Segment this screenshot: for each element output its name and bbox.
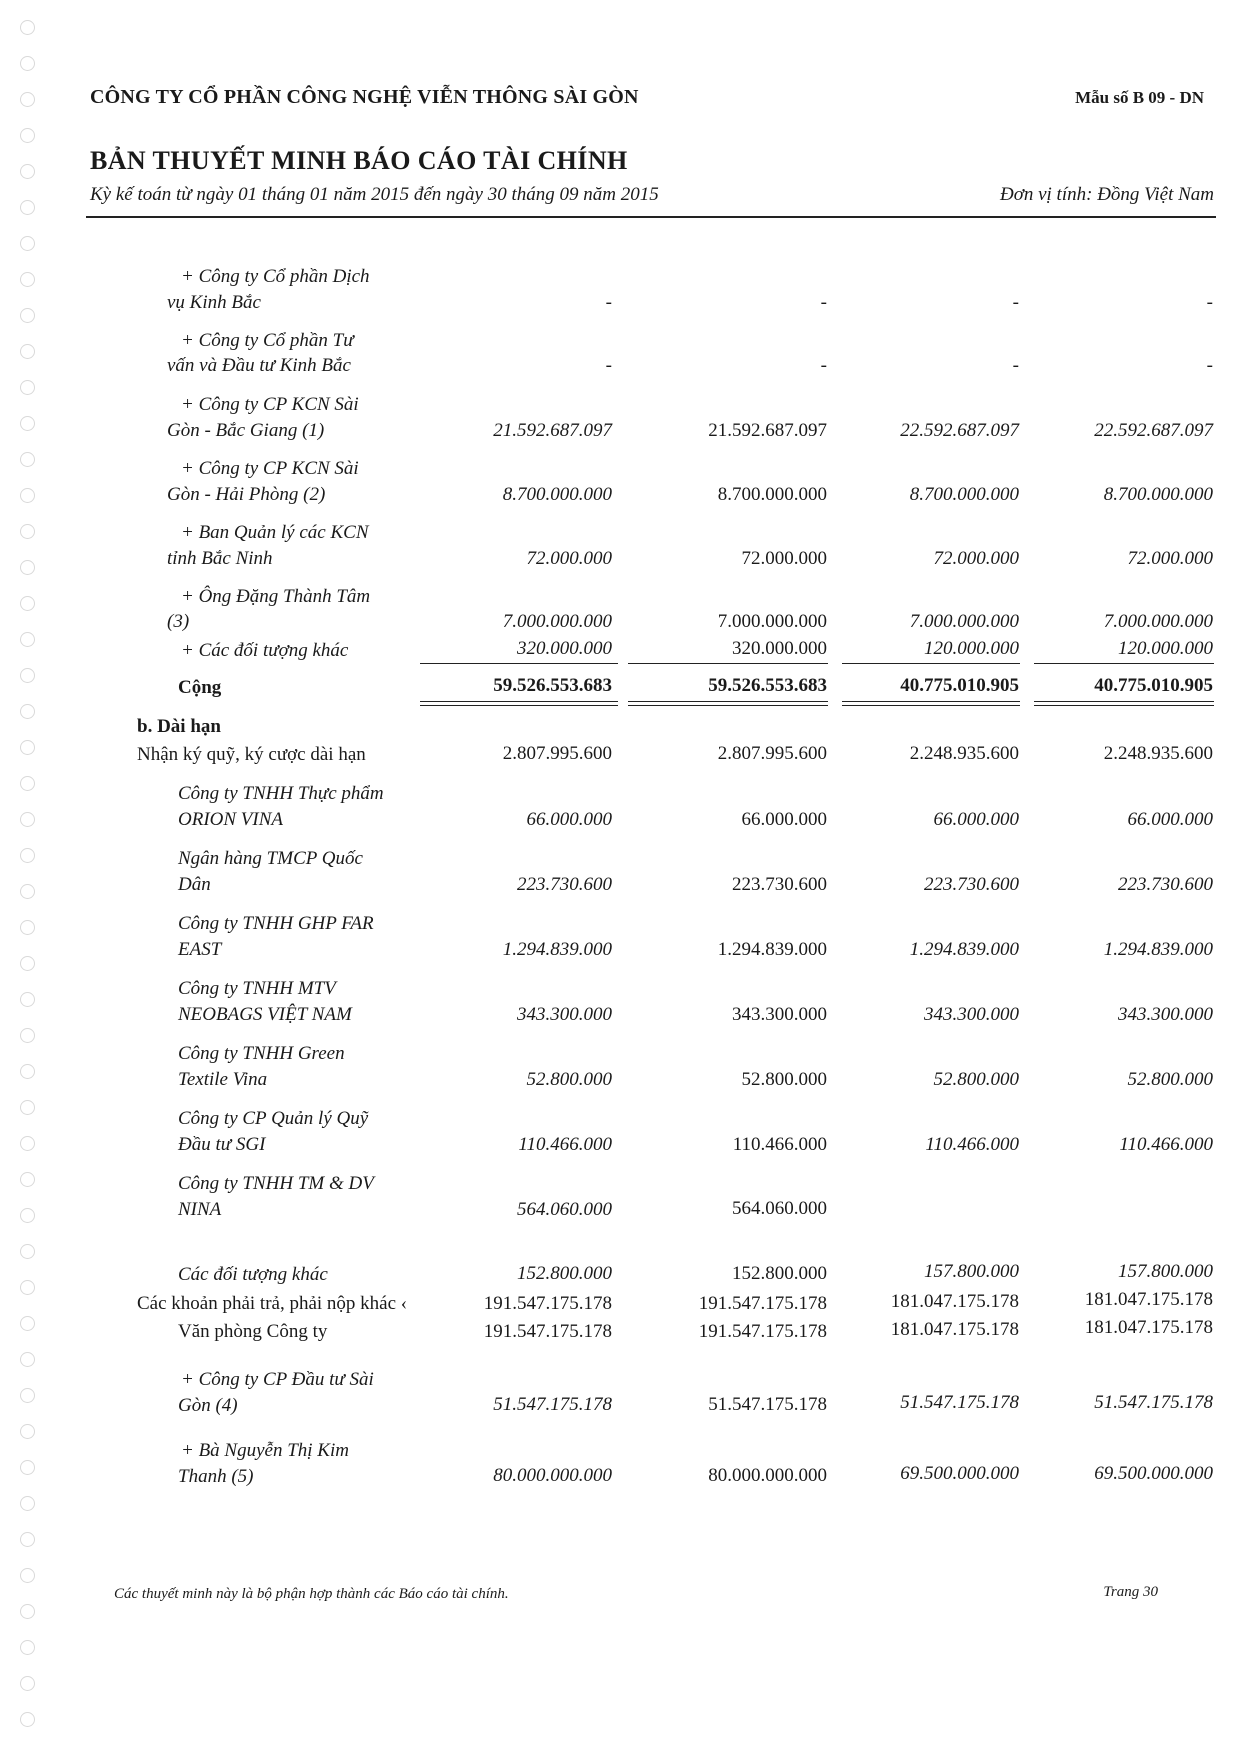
value-cell: 51.547.175.178 [900,1392,1019,1413]
section-heading: b. Dài hạn [137,716,221,737]
value-cell: - [605,355,612,376]
value-cell: 69.500.000.000 [900,1463,1019,1484]
value-cell: 2.248.935.600 [1103,743,1213,764]
value-cell: 66.000.000 [526,809,612,830]
value-cell: 72.000.000 [933,548,1019,569]
value-cell: 7.000.000.000 [1103,611,1213,632]
row-label: Công ty CP Quản lý Quỹ [178,1108,369,1129]
value-cell: 343.300.000 [732,1004,827,1025]
value-cell: 7.000.000.000 [909,611,1019,632]
total-double-rule [1034,701,1214,706]
reporting-period: Kỳ kế toán từ ngày 01 tháng 01 năm 2015 đến ngày 30 tháng 09 năm 2015 [90,184,659,205]
row-label: + Các đối tượng khác [181,640,349,661]
currency-unit: Đơn vị tính: Đồng Việt Nam [999,184,1214,205]
value-cell: - [1206,355,1213,376]
value-cell: 110.466.000 [518,1134,612,1155]
value-cell: 72.000.000 [1127,548,1213,569]
row-label: Công ty TNHH TM & DV [178,1173,374,1194]
row-label: (3) [167,611,190,632]
row-label: + Công ty Cổ phần Tư [181,330,354,351]
value-cell: 1.294.839.000 [909,939,1019,960]
value-cell: 8.700.000.000 [717,484,827,505]
row-label: Các đối tượng khác [178,1264,328,1285]
row-label: Nhận ký quỹ, ký cược dài hạn [137,744,366,765]
value-cell: 343.300.000 [924,1004,1019,1025]
form-code: Mẫu số B 09 - DN [1075,88,1204,107]
value-cell: 51.547.175.178 [708,1394,827,1415]
subtotal-rule [628,663,828,664]
value-cell: 181.047.175.178 [890,1291,1019,1312]
value-cell: 2.807.995.600 [717,743,827,764]
value-cell: 7.000.000.000 [717,611,827,632]
value-cell: 157.800.000 [924,1261,1019,1282]
value-cell: 191.547.175.178 [698,1293,827,1314]
row-label: Gòn (4) [178,1395,238,1416]
value-cell: 2.248.935.600 [909,743,1019,764]
total-value: 40.775.010.905 [900,675,1019,696]
value-cell: 152.800.000 [517,1263,612,1284]
row-label: Dân [178,874,211,895]
value-cell: 120.000.000 [924,638,1019,659]
value-cell: 181.047.175.178 [1084,1289,1213,1310]
subtotal-rule [420,663,618,664]
row-label: + Công ty CP Đầu tư Sài [181,1369,374,1390]
value-cell: 191.547.175.178 [483,1321,612,1342]
total-value: 40.775.010.905 [1094,675,1213,696]
value-cell: - [605,292,612,313]
value-cell: 320.000.000 [732,638,827,659]
value-cell: - [820,355,827,376]
value-cell: 1.294.839.000 [1103,939,1213,960]
row-label: + Công ty CP KCN Sài [181,458,359,479]
value-cell: 223.730.600 [924,874,1019,895]
row-label: Các khoản phải trả, phải nộp khác ‹ [137,1293,408,1314]
value-cell: - [1012,355,1019,376]
value-cell: - [820,292,827,313]
value-cell: 223.730.600 [1118,874,1213,895]
value-cell: 181.047.175.178 [1084,1317,1213,1338]
row-label: Ngân hàng TMCP Quốc [178,848,363,869]
row-label: vụ Kinh Bắc [167,292,261,313]
footer-note: Các thuyết minh này là bộ phận hợp thành các Báo cáo tài chính. [114,1586,509,1602]
value-cell: 1.294.839.000 [502,939,612,960]
subtotal-rule [842,663,1020,664]
value-cell: 564.060.000 [517,1199,612,1220]
binder-hole [20,1676,35,1691]
page-title: BẢN THUYẾT MINH BÁO CÁO TÀI CHÍNH [90,146,628,175]
total-double-rule [420,701,618,706]
value-cell: 66.000.000 [741,809,827,830]
binder-hole [20,1640,35,1655]
company-name: CÔNG TY CỔ PHẦN CÔNG NGHỆ VIỄN THÔNG SÀI GÒN [90,86,639,108]
row-label: tỉnh Bắc Ninh [167,548,273,569]
value-cell: 8.700.000.000 [909,484,1019,505]
binder-hole [20,1712,35,1727]
row-label: + Công ty Cổ phần Dịch [181,266,370,287]
row-label: Công ty TNHH Green [178,1043,345,1064]
value-cell: 69.500.000.000 [1094,1463,1213,1484]
value-cell: 80.000.000.000 [493,1465,612,1486]
page-number: Trang 30 [1103,1584,1158,1600]
value-cell: 51.547.175.178 [493,1394,612,1415]
value-cell: 7.000.000.000 [502,611,612,632]
row-label: Textile Vina [178,1069,268,1090]
binder-hole [20,1604,35,1619]
value-cell: 51.547.175.178 [1094,1392,1213,1413]
value-cell: 22.592.687.097 [900,420,1019,441]
row-label: vấn và Đầu tư Kinh Bắc [167,355,351,376]
row-label: + Công ty CP KCN Sài [181,394,359,415]
row-label: Thanh (5) [178,1466,254,1487]
value-cell: 8.700.000.000 [502,484,612,505]
row-label: Đầu tư SGI [178,1134,266,1155]
row-label: Gòn - Hải Phòng (2) [167,484,326,505]
value-cell: 21.592.687.097 [493,420,612,441]
row-label: ORION VINA [178,809,284,830]
value-cell: 191.547.175.178 [483,1293,612,1314]
value-cell: 72.000.000 [741,548,827,569]
row-label: Văn phòng Công ty [178,1321,328,1342]
value-cell: 8.700.000.000 [1103,484,1213,505]
value-cell: 1.294.839.000 [717,939,827,960]
value-cell: 72.000.000 [526,548,612,569]
row-label: + Ban Quản lý các KCN [181,522,369,543]
total-value: 59.526.553.683 [493,675,612,696]
row-label: Công ty TNHH Thực phẩm [178,783,384,804]
value-cell: 110.466.000 [925,1134,1019,1155]
value-cell: 110.466.000 [1119,1134,1213,1155]
row-label: + Ông Đặng Thành Tâm [181,586,371,607]
value-cell: 120.000.000 [1118,638,1213,659]
value-cell: 21.592.687.097 [708,420,827,441]
value-cell: 223.730.600 [517,874,612,895]
value-cell: 181.047.175.178 [890,1319,1019,1340]
value-cell: 52.800.000 [526,1069,612,1090]
binder-hole [20,1568,35,1583]
value-cell: 52.800.000 [933,1069,1019,1090]
row-label: + Bà Nguyễn Thị Kim [181,1440,349,1461]
value-cell: 110.466.000 [732,1134,827,1155]
value-cell: 52.800.000 [1127,1069,1213,1090]
value-cell: 2.807.995.600 [502,743,612,764]
row-label: Công ty TNHH GHP FAR [178,913,374,934]
value-cell: 191.547.175.178 [698,1321,827,1342]
value-cell: 564.060.000 [732,1198,827,1219]
value-cell: 66.000.000 [1127,809,1213,830]
row-label: Gòn - Bắc Giang (1) [167,420,325,441]
row-label: EAST [178,939,222,960]
total-double-rule [628,701,828,706]
value-cell: 320.000.000 [517,638,612,659]
value-cell: 66.000.000 [933,809,1019,830]
value-cell: 223.730.600 [732,874,827,895]
value-cell: 80.000.000.000 [708,1465,827,1486]
subtotal-rule [1034,663,1214,664]
row-label: NINA [178,1199,222,1220]
value-cell: 343.300.000 [517,1004,612,1025]
total-label: Cộng [178,677,222,698]
value-cell: 343.300.000 [1118,1004,1213,1025]
value-cell: - [1012,292,1019,313]
row-label: NEOBAGS VIỆT NAM [178,1004,352,1025]
total-double-rule [842,701,1020,706]
value-cell: 52.800.000 [741,1069,827,1090]
value-cell: 157.800.000 [1118,1261,1213,1282]
value-cell: - [1206,292,1213,313]
row-label: Công ty TNHH MTV [178,978,336,999]
value-cell: 22.592.687.097 [1094,420,1213,441]
total-value: 59.526.553.683 [708,675,827,696]
value-cell: 152.800.000 [732,1263,827,1284]
